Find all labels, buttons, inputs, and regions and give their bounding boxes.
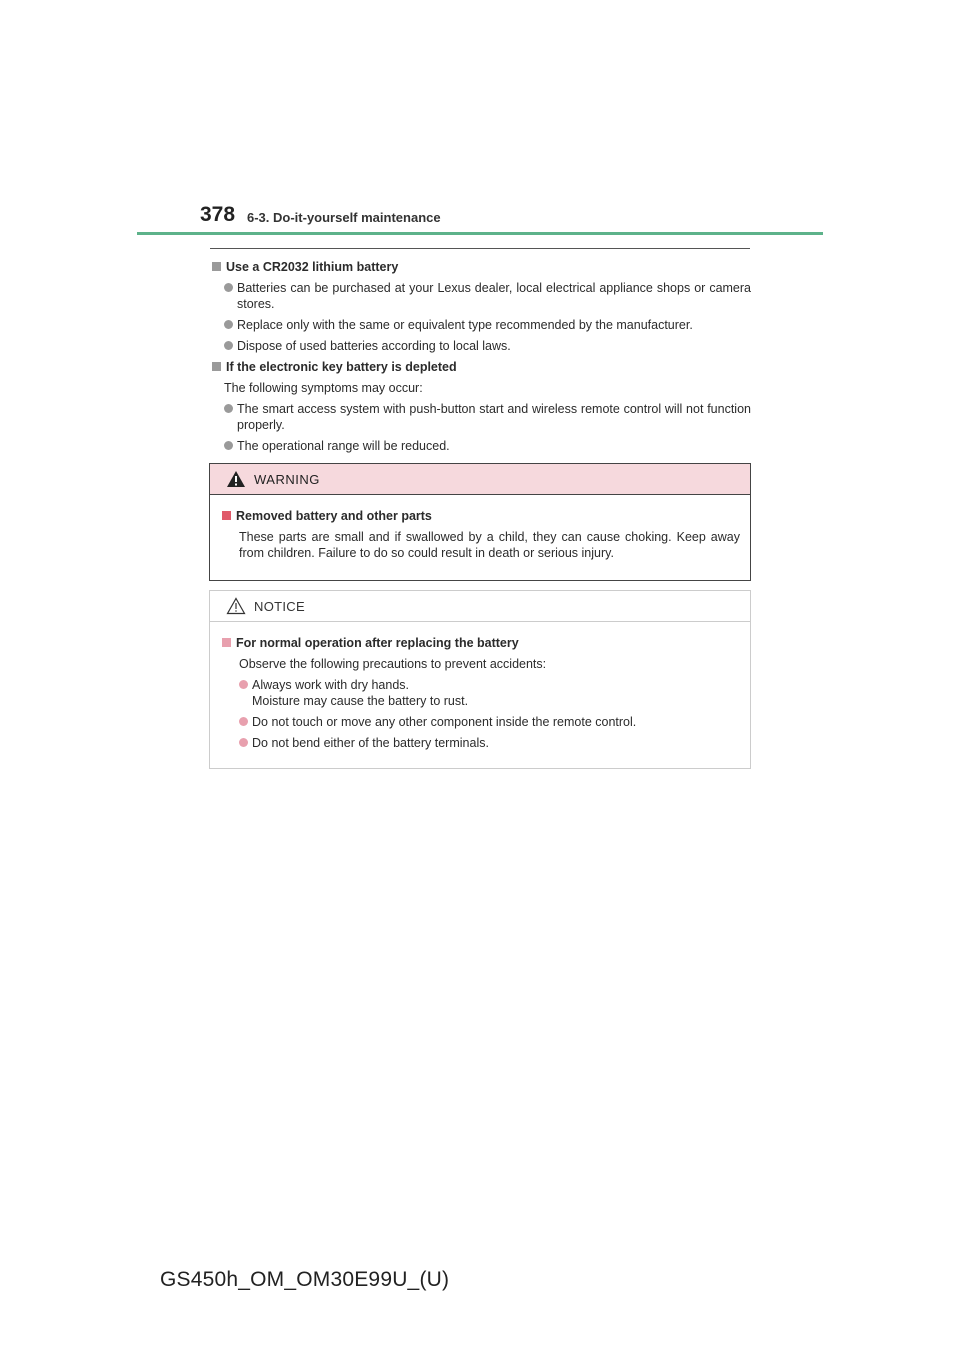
list-item-text: Batteries can be purchased at your Lexus dealer, local electrical appliance shops or camera stores. (237, 281, 751, 311)
heading-text: Use a CR2032 lithium battery (226, 260, 399, 274)
square-bullet-icon (212, 262, 221, 271)
list-item (210, 438, 751, 454)
round-bullet-icon (239, 717, 248, 726)
list-item (210, 338, 751, 354)
notice-title: NOTICE (254, 599, 305, 614)
footer-model-code: GS450h_OM_OM30E99U_(U) (160, 1268, 450, 1291)
list-item (210, 401, 751, 433)
notice-body (210, 622, 750, 751)
section-intro: The following symptoms may occur: (224, 381, 423, 395)
square-bullet-icon (212, 362, 221, 371)
page-number: 378 (200, 203, 236, 226)
list-item (210, 317, 751, 333)
heading-text: For normal operation after replacing the battery (236, 636, 519, 650)
round-bullet-icon (239, 738, 248, 747)
round-bullet-icon (239, 680, 248, 689)
round-bullet-icon (224, 404, 233, 413)
content-rule (210, 248, 750, 249)
list-item-text: The smart access system with push-button start and wireless remote control will not function properly. (237, 402, 751, 432)
warning-header (210, 464, 750, 495)
list-item-text (252, 677, 740, 709)
round-bullet-icon (224, 341, 233, 350)
heading-text: If the electronic key battery is depleted (226, 360, 457, 374)
section-heading (210, 259, 751, 275)
notice-intro: Observe the following precautions to prevent accidents: (239, 657, 547, 671)
notice-header (210, 591, 750, 622)
main-content (210, 259, 751, 459)
header-rule (137, 232, 823, 235)
notice-box (209, 590, 751, 769)
round-bullet-icon (224, 283, 233, 292)
square-bullet-icon (222, 511, 231, 520)
heading-text: Removed battery and other parts (236, 509, 432, 523)
warning-body (210, 495, 750, 561)
list-item (220, 677, 740, 709)
square-bullet-icon (222, 638, 231, 647)
section-heading (210, 359, 751, 375)
warning-text: These parts are small and if swallowed by a child, they can cause choking. Keep away from children. Failure to do so could result in death or serious injury. (239, 530, 740, 560)
list-item-text: The operational range will be reduced. (237, 439, 450, 453)
list-item-line: Always work with dry hands. (252, 678, 410, 692)
list-item (220, 714, 740, 730)
list-item-text: Replace only with the same or equivalent type recommended by the manufacturer. (237, 318, 693, 332)
round-bullet-icon (224, 320, 233, 329)
list-item-text: Dispose of used batteries according to local laws. (237, 339, 511, 353)
notice-heading (220, 635, 740, 651)
warning-triangle-icon (226, 470, 246, 493)
warning-box (209, 463, 751, 581)
list-item-text: Do not bend either of the battery terminals. (252, 736, 489, 750)
warning-title: WARNING (254, 472, 320, 487)
warning-heading (220, 508, 740, 524)
round-bullet-icon (224, 441, 233, 450)
list-item (210, 280, 751, 312)
notice-triangle-icon (226, 597, 246, 620)
page-header (200, 203, 235, 227)
list-item (220, 735, 740, 751)
section-title: 6-3. Do-it-yourself maintenance (247, 210, 441, 225)
list-item-text: Do not touch or move any other component inside the remote control. (252, 715, 637, 729)
list-item-line: Moisture may cause the battery to rust. (252, 694, 469, 708)
